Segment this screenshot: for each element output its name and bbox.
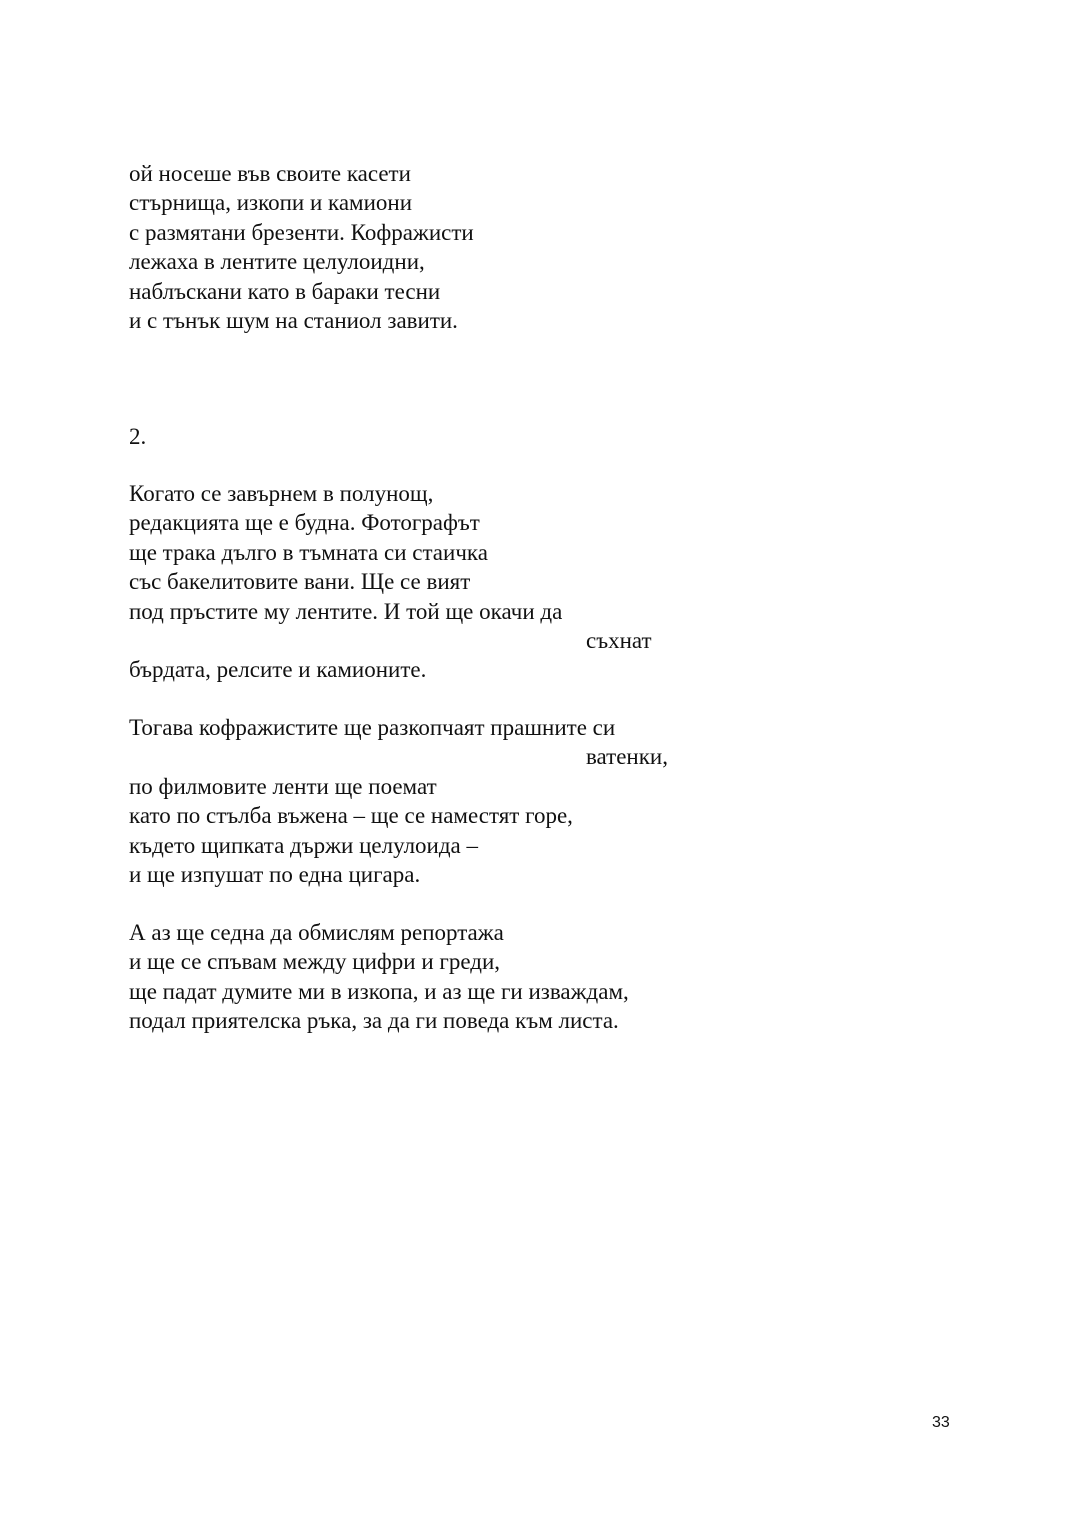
poem-line: ще трака дълго в тъмната си стаичка xyxy=(129,539,488,565)
poem-line: с размятани брезенти. Кофражисти xyxy=(129,219,474,245)
poem-line: стърнища, изкопи и камиони xyxy=(129,190,413,216)
poem-line: и с тънък шум на станиол завити. xyxy=(129,307,458,333)
poem-line: ой носеше във своите касети xyxy=(129,161,411,186)
poem-line: подал приятелска ръка, за да ги поведа към листа. xyxy=(129,1008,619,1034)
poem-line: А аз ще седна да обмислям репортажа xyxy=(129,920,504,945)
poem-line: където щипката държи целулоида – xyxy=(129,832,479,858)
stanza-2 xyxy=(129,713,668,889)
poem-line: и ще се спъвам между цифри и греди, xyxy=(129,949,500,975)
poem-line: ще падат думите ми в изкопа, и аз ще ги изваждам, xyxy=(129,978,629,1004)
poem-line: Тогава кофражистите ще разкопчаят прашните си xyxy=(129,715,616,740)
poem-line: Когато се завърнем в полунощ, xyxy=(129,481,434,506)
section-heading: 2. xyxy=(129,424,147,449)
stanza-intro xyxy=(129,159,474,335)
poem-line: като по стълба въжена – ще се наместят горе, xyxy=(129,803,573,829)
poem-line: по филмовите ленти ще поемат xyxy=(129,773,437,799)
poem-line: редакцията ще е будна. Фотографът xyxy=(129,510,480,536)
page-number: 33 xyxy=(932,1414,950,1431)
poem-line: със бакелитовите вани. Ще се вият xyxy=(129,569,471,595)
stanza-3 xyxy=(129,918,629,1036)
section-number xyxy=(129,422,146,451)
poem-line: бърдата, релсите и камионите. xyxy=(129,657,427,683)
poem-line: наблъскани като в бараки тесни xyxy=(129,278,441,304)
poem-line: под пръстите му лентите. И той ще окачи да xyxy=(129,598,563,624)
poem-line-continuation: ватенки, xyxy=(586,744,668,770)
poem-line: лежаха в лентите целулоидни, xyxy=(129,249,425,275)
poem-line-continuation: съхнат xyxy=(586,627,652,653)
stanza-1 xyxy=(129,479,652,685)
poem-line: и ще изпушат по една цигара. xyxy=(129,861,421,887)
